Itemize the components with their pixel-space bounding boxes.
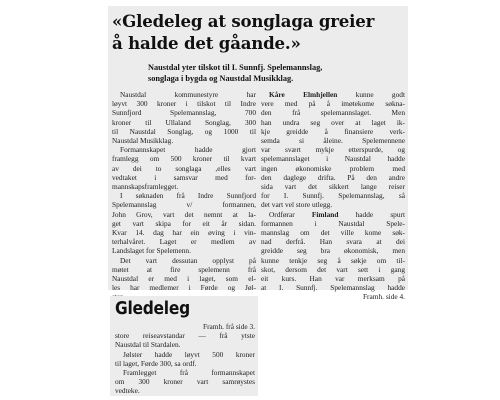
article-line: nad derfrå. Han svara at dei	[261, 237, 405, 247]
continued-from-note: Framh. frå side 3.	[202, 322, 255, 331]
newspaper-clipping-main	[108, 6, 408, 302]
article-line	[261, 210, 405, 219]
headline-line-2: å halde det gåande.»	[112, 33, 301, 53]
article-column-left	[112, 90, 256, 302]
continued-note: Framh. side 4.	[362, 292, 405, 302]
article-line: av dei to songlaga ,elles vart	[112, 163, 256, 173]
article-line: eit kurs. Han var merksam på	[261, 274, 405, 284]
article-line: Naustdal er med i laget, som el-	[112, 274, 256, 284]
article-line: om 300 kroner vart samrøystes	[115, 377, 255, 387]
person-name: Kåre Elmhjellen	[269, 90, 338, 99]
article-line: Naustdal til Stardalen.	[115, 340, 181, 350]
article-line: greidde seg bra økonomisk, men	[261, 246, 405, 256]
article-line: formannen i Naustdal Spele-	[261, 218, 405, 228]
article-column-right	[261, 90, 405, 302]
article-line: Framlegget frå formannskapet	[123, 368, 255, 378]
article-line: Formannskapet hadde gjort	[120, 145, 256, 155]
subheadline-line-2: songlaga i bygda og Naustdal Musikklag.	[148, 73, 294, 83]
article-line-lead: Ordførar	[269, 209, 295, 219]
article-line: ingen økonomiske problem med	[261, 163, 405, 173]
person-name: Fimland	[311, 209, 339, 219]
article-line: John Grov, vart det nemnt at la-	[112, 209, 256, 219]
article-line: den daglege drifta. På den andre	[261, 172, 405, 182]
article-line: at I. Sunnfj. Spelemannslag hadde	[261, 283, 405, 293]
article-line: Kvar 14. dag har ein øving i vin-	[112, 228, 256, 238]
article-line: skot, dersom det vart sett i gang	[261, 264, 405, 274]
continuation-heading: Gledeleg	[115, 298, 190, 319]
article-line: kje greidde å finansiere verk-	[261, 126, 405, 136]
article-line: get vart skipa for eit år sidan.	[112, 218, 256, 228]
article-line: Spelemannslag v/ formannen,	[112, 200, 256, 210]
article-line: Sunnfjord Spelemannslag, 700	[112, 108, 256, 118]
article-line: til Naustdal Songlag, og 1000 til	[112, 126, 256, 136]
article-line: Det vart dessutan opplyst på	[120, 255, 256, 265]
article-line: kroner til Ullaland Songlag, 300	[112, 117, 256, 127]
continuation-text	[115, 322, 255, 396]
article-line: den frå spelemannslaget. Men	[261, 108, 405, 118]
article-line: var svært mykje etterspurde, og	[261, 145, 405, 155]
subheadline-line-1: Naustdal yter tilskot til I. Sunnfj. Spelemannslag,	[148, 63, 323, 72]
article-line: sida vart det sikkert lange reiser	[261, 182, 405, 192]
headline	[112, 10, 404, 54]
article-line: for I. Sunnfj. Spelemannslag, så	[261, 191, 405, 201]
article-line: kunne tenkje seg å søkje om til-	[261, 255, 405, 265]
article-line: vedteke.	[115, 386, 140, 396]
article-line: vedtaket i samsvar med for-	[112, 172, 256, 182]
article-line-tail: kunne godt	[355, 90, 405, 99]
article-line-tail: hadde spurt	[355, 209, 406, 219]
article-line: mannslag om det ville kome søk-	[261, 228, 405, 238]
article-line: Jølster hadde løyvt 500 kroner	[123, 349, 255, 359]
article-line: Naustdal Musikklag.	[112, 136, 174, 146]
article-line: terhalvåret. Laget er medlem av	[112, 237, 256, 247]
article-line: spelemannslaget i Naustdal hadde	[261, 154, 405, 164]
headline-line-1: «Gledeleg at songlaga greier	[112, 11, 375, 31]
article-line	[261, 90, 405, 99]
article-line: til laget, Førde 300, sa ordf.	[115, 358, 197, 368]
article-line: store reiseavstandar — frå ytste	[115, 331, 255, 341]
article-line: mannskapsframlegget.	[112, 182, 179, 192]
newspaper-clipping-continuation	[110, 296, 258, 396]
article-line: framlegg om 500 kroner til kvart	[112, 154, 256, 164]
article-line: han undra seg over at laget ik-	[261, 117, 405, 127]
article-line: semda si åleine. Spelemennene	[261, 136, 405, 146]
article-line: vere med på å imøtekome søkna-	[261, 99, 405, 109]
article-line: les har medlemer i Førde og Jøl-	[112, 283, 256, 293]
article-line: Naustdal kommunestyre har	[120, 90, 256, 99]
subheadline	[148, 63, 404, 84]
article-line: det vart vel store utlegg.	[261, 200, 333, 210]
article-line: løyvt 300 kroner i tilskot til Indre	[112, 99, 256, 109]
article-line: møtet at fire spelemenn frå	[112, 264, 256, 274]
article-line: I søknaden frå Indre Sunnfjord	[120, 191, 256, 201]
article-line: Landslaget for Spelemenn.	[112, 246, 191, 256]
